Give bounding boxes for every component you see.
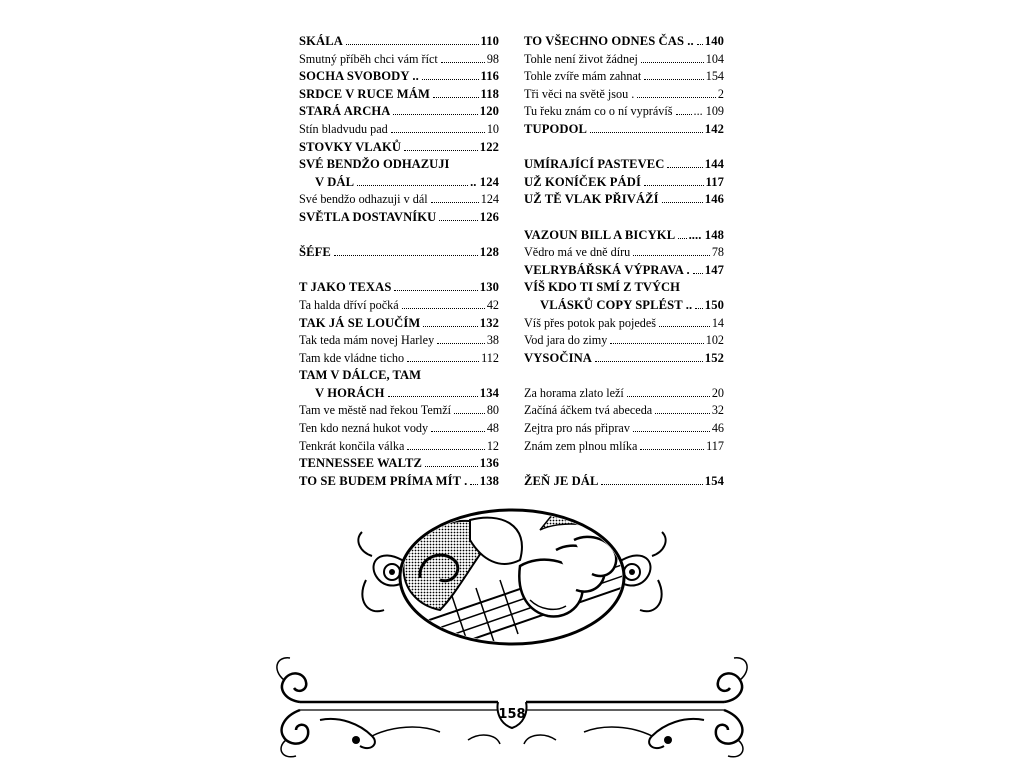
entry-title: Ta halda dříví počká [299,297,399,312]
entry-title: Za horama zlato leží [524,385,624,400]
entry-title: UŽ TĚ VLAK PŘIVÁŽÍ [524,192,659,207]
index-entry-heading: SVÉ BENDŽO ODHAZUJI [299,157,450,172]
entry-title: Zejtra pro nás připrav [524,421,630,436]
entry-page-number: 122 [479,139,499,154]
entry-page-number: 147 [704,262,724,277]
entry-page-number: 98 [486,51,499,66]
entry-page-number: .... 148 [688,227,724,242]
entry-title: V DÁL [315,174,355,189]
entry-page-number: 117 [706,438,724,453]
entry-title: SOCHA SVOBODY .. [299,69,419,84]
entry-page-number: 112 [481,350,499,365]
entry-page-number: 2 [717,86,724,101]
index-entry-heading: TAM V DÁLCE, TAM [299,368,421,383]
entry-title: Tohle zvíře mám zahnat [524,69,642,84]
entry-page-number: 154 [705,69,724,84]
entry-page-number: 142 [704,121,724,136]
entry-title: Tohle není život žádnej [524,51,638,66]
entry-page-number: 117 [705,174,724,189]
entry-title: VELRYBÁŘSKÁ VÝPRAVA . [524,262,690,277]
entry-page-number: 38 [486,333,499,348]
entry-page-number: 20 [711,385,724,400]
entry-page-number: 116 [480,69,499,84]
entry-page-number: 146 [704,192,724,207]
entry-title: TAK JÁ SE LOUČÍM [299,315,421,330]
entry-title: UMÍRAJÍCÍ PASTEVEC [524,157,665,172]
entry-page-number: 110 [480,34,499,48]
entry-title: Vědro má ve dně díru [524,245,631,260]
entry-page-number: 14 [711,315,724,330]
entry-page-number: 10 [486,121,499,136]
left-scroll-ornament [277,658,440,757]
entry-title: TUPODOL [524,121,587,136]
entry-page-number: ... 109 [693,104,724,119]
entry-title: Tenkrát končila válka [299,438,405,453]
entry-page-number: 42 [486,297,499,312]
entry-title: TO VŠECHNO ODNES ČAS .. [524,34,694,48]
entry-title: Tři věci na světě jsou . [524,86,635,101]
entry-page-number: 134 [479,385,499,400]
entry-title: TO SE BUDEM PRÍMA MÍT . [299,473,468,488]
entry-title: Víš přes potok pak pojedeš [524,315,657,330]
entry-title: Tam ve městě nad řekou Temží [299,403,452,418]
entry-title: SVĚTLA DOSTAVNÍKU [299,209,437,224]
entry-page-number: 136 [479,456,499,471]
entry-page-number: 130 [479,280,499,295]
entry-title: VLÁSKŮ COPY SPLÉST .. [540,297,693,312]
entry-page-number: 32 [711,403,724,418]
entry-title: STARÁ ARCHA [299,104,391,119]
entry-title: Tak teda mám novej Harley [299,333,435,348]
entry-title: Smutný příběh chci vám říct [299,51,438,66]
entry-page-number: 154 [704,473,724,488]
right-scroll-ornament [584,658,747,757]
entry-title: ŽEŇ JE DÁL [524,473,599,488]
entry-title: VAZOUN BILL A BICYKL [524,227,676,242]
entry-page-number: 126 [479,209,499,224]
entry-title: VYSOČINA [524,350,592,365]
entry-page-number: 12 [486,438,499,453]
entry-title: STOVKY VLAKŮ [299,139,402,154]
entry-page-number: 102 [705,333,724,348]
entry-title: Znám zem plnou mlíka [524,438,638,453]
entry-title: Své bendžo odhazuji v dál [299,192,428,207]
entry-page-number: .. 124 [470,174,499,189]
entry-page-number: 80 [486,403,499,418]
entry-title: Tam kde vládne ticho [299,350,405,365]
entry-title: Ten kdo nezná hukot vody [299,421,429,436]
entry-page-number: 138 [479,473,499,488]
page-number: 158 [498,707,526,722]
entry-page-number: 150 [704,297,724,312]
index-entry-heading: VÍŠ KDO TI SMÍ Z TVÝCH [524,280,680,295]
entry-title: V HORÁCH [315,385,385,400]
entry-page-number: 104 [705,51,724,66]
entry-title: Tu řeku znám co o ní vyprávíš [524,104,673,119]
entry-title: SRDCE V RUCE MÁM [299,86,430,101]
entry-page-number: 144 [704,157,724,172]
entry-page-number: 124 [480,192,499,207]
entry-title: ŠÉFE [299,245,331,260]
entry-title: UŽ KONÍČEK PÁDÍ [524,174,641,189]
center-scroll-ornament [468,735,556,744]
entry-title: Stín bladvudu pad [299,121,388,136]
entry-page-number: 128 [479,245,499,260]
entry-title: T JAKO TEXAS [299,280,392,295]
entry-page-number: 48 [486,421,499,436]
entry-page-number: 118 [480,86,499,101]
entry-page-number: 132 [479,315,499,330]
entry-page-number: 152 [704,350,724,365]
entry-title: SKÁLA [299,34,343,48]
entry-title: TENNESSEE WALTZ [299,456,422,471]
entry-page-number: 78 [711,245,724,260]
entry-page-number: 46 [711,421,724,436]
entry-title: Začíná áčkem tvá abeceda [524,403,653,418]
entry-page-number: 120 [479,104,499,119]
entry-page-number: 140 [704,34,724,48]
entry-title: Vod jara do zimy [524,333,608,348]
